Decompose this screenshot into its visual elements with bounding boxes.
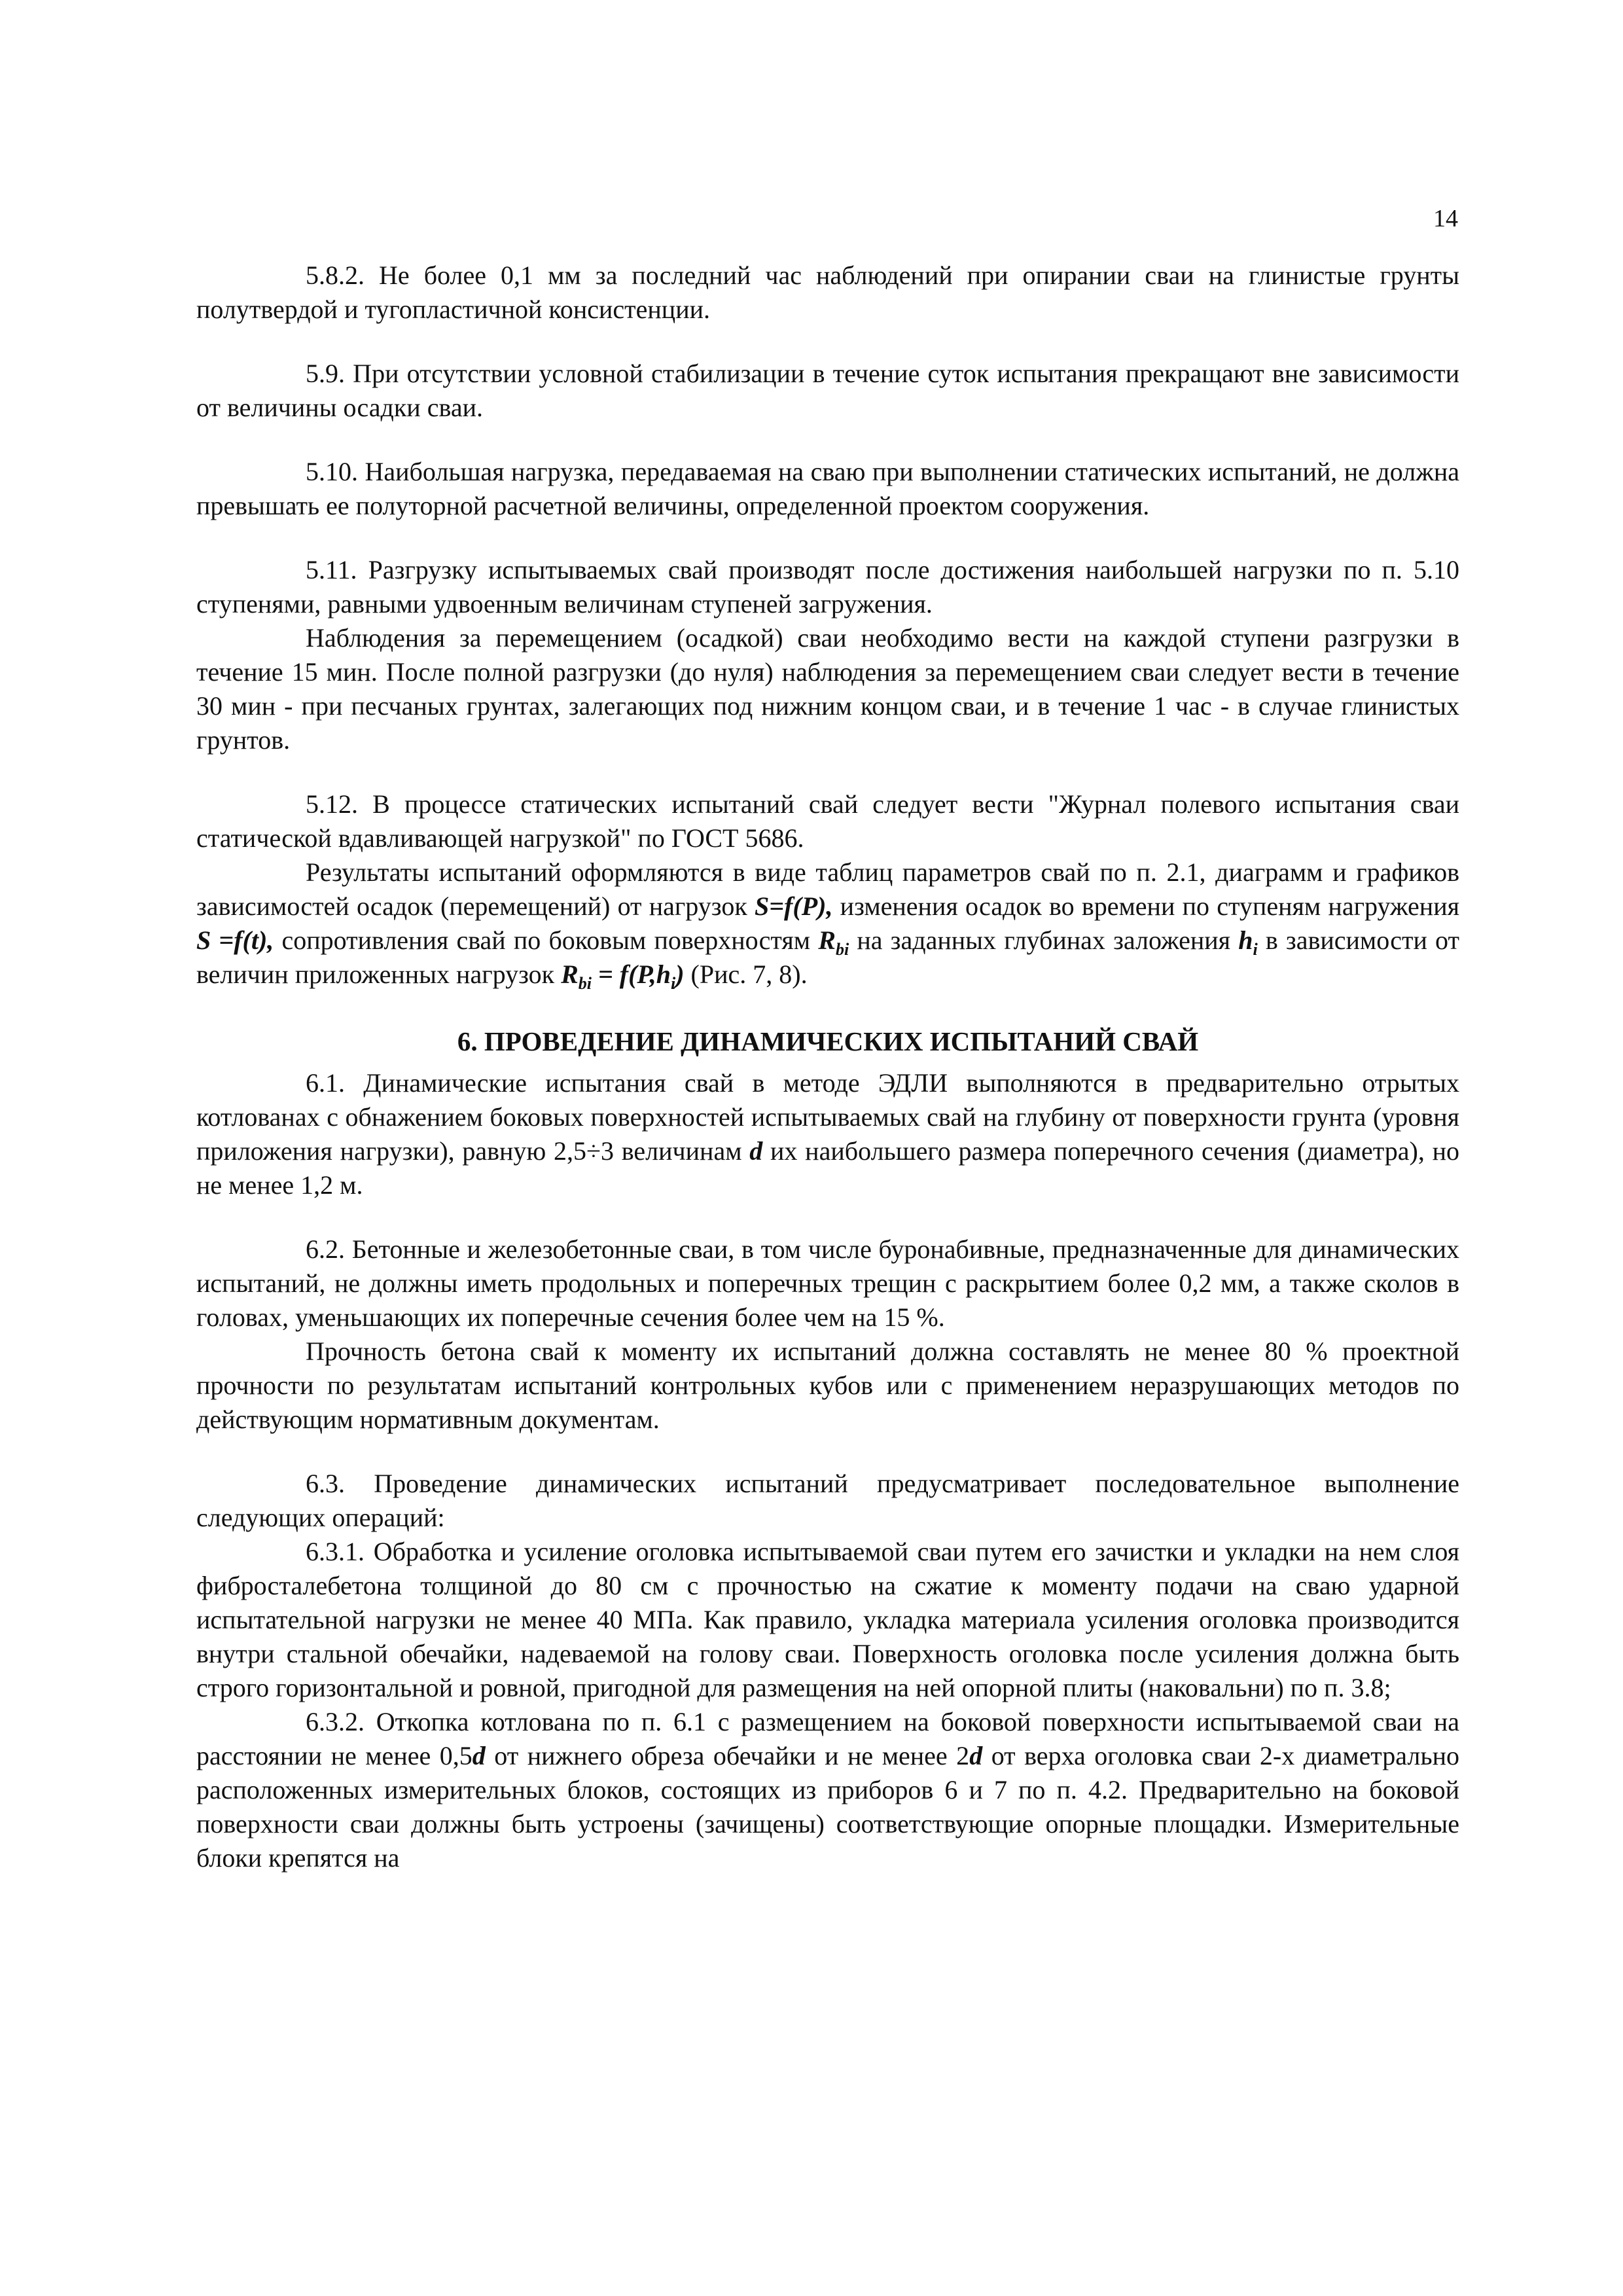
- formula-end: ): [675, 960, 685, 989]
- subscript-bi: bi: [835, 940, 849, 959]
- paragraph-6-2: 6.2. Бетонные и железобетонные сваи, в том числе буронабивные, предназначенные для динамических испытаний, не должны иметь продольных и поперечных трещин с раскрытием более 0,2 мм, а также сколов в головах, уменьшающих их поперечные сечения более чем на 15 %.: [196, 1234, 1459, 1332]
- symbol-r: R: [818, 925, 836, 955]
- section-heading-6: 6. ПРОВЕДЕНИЕ ДИНАМИЧЕСКИХ ИСПЫТАНИЙ СВАЙ: [457, 1026, 1199, 1056]
- symbol-rbi: [818, 925, 849, 959]
- symbol-d: d: [749, 1136, 763, 1166]
- page-number: 14: [1433, 205, 1458, 232]
- text: сопротивления свай по боковым поверхностям: [274, 925, 819, 955]
- text: на заданных глубинах заложения: [849, 925, 1239, 955]
- paragraph-5-11: 5.11. Разгрузку испытываемых свай производят после достижения наибольшей нагрузки по п. 5.10 ступенями, равными удвоенным величинам ступеней загружения.: [196, 555, 1459, 619]
- paragraph-6-3: 6.3. Проведение динамических испытаний предусматривает последовательное выполнение следующих операций:: [196, 1469, 1459, 1532]
- formula-s-f-p: S=f(P),: [755, 891, 833, 921]
- paragraph-6-2-strength: Прочность бетона свай к моменту их испытаний должна составлять не менее 80 % проектной прочности по результатам испытаний контрольных кубов или с применением неразрушающих методов по действующим нормативным документам.: [196, 1336, 1459, 1434]
- document-body: [196, 259, 1459, 1875]
- text: Результаты испытаний оформляются в виде таблиц параметров свай по п. 2.1, диаграмм и графиков зависимостей осадок (перемещений) от нагрузок: [196, 857, 1459, 921]
- symbol-r: R: [561, 960, 579, 989]
- formula-rbi-f-p-hi: [561, 960, 685, 993]
- symbol-hi: [1238, 925, 1258, 959]
- text: (Рис. 7, 8).: [684, 960, 808, 989]
- symbol-d: d: [969, 1741, 983, 1770]
- formula-s-f-t: S =f(t),: [196, 925, 274, 955]
- text: от нижнего обреза обечайки и не менее 2: [485, 1741, 970, 1770]
- paragraph-5-11-observations: Наблюдения за перемещением (осадкой) сваи необходимо вести на каждой ступени разгрузки в течение 15 мин. После полной разгрузки (до нуля) наблюдения за перемещением сваи следует вести в течение 30 мин - при песчаных грунтах, залегающих под нижним концом сваи, и в течение 1 час - в случае глинистых грунтов.: [196, 623, 1459, 755]
- paragraph-5-10: 5.10. Наибольшая нагрузка, передаваемая на сваю при выполнении статических испытаний, не должна превышать ее полуторной расчетной величины, определенной проектом сооружения.: [196, 457, 1459, 520]
- symbol-d: d: [472, 1741, 486, 1770]
- subscript-i: i: [1253, 940, 1258, 959]
- text: от верха оголовка сваи 2-х диаметрально расположенных измерительных блоков, состоящих из приборов 6 и 7 по п. 4.2. Предварительно на боковой поверхности сваи должны быть устроены (зачищены) соответствующие опорные площадки. Измерительные блоки крепятся на: [196, 1741, 1459, 1873]
- text: 6.3.2. Откопка котлована по п. 6.1 с размещением на боковой поверхности испытываемой сваи на расстоянии не менее 0,5: [196, 1707, 1459, 1770]
- text: в зависимости от величин приложенных нагрузок: [196, 925, 1460, 989]
- subscript-bi: bi: [578, 974, 592, 993]
- paragraph-6-3-1: 6.3.1. Обработка и усиление оголовка испытываемой сваи путем его зачистки и укладки на нем слоя фибросталебетона толщиной до 80 см с прочностью на сжатие к моменту подачи на сваю ударной испытательной нагрузки не менее 40 МПа. Как правило, укладка материала усиления оголовка производится внутри стальной обечайки, надеваемой на голову сваи. Поверхность оголовка после усиления должна быть строго горизонтальной и ровной, пригодной для размещения на ней опорной плиты (наковальни) по п. 3.8;: [196, 1537, 1459, 1702]
- text: изменения осадок во времени по ступеням нагружения: [832, 891, 1460, 921]
- paragraph-5-9: 5.9. При отсутствии условной стабилизации в течение суток испытания прекращают вне зависимости от величины осадки сваи.: [196, 359, 1459, 422]
- paragraph-6-1: [196, 1066, 1459, 1202]
- paragraph-6-3-2: [196, 1705, 1459, 1875]
- paragraph-5-8-2: 5.8.2. Не более 0,1 мм за последний час наблюдений при опирании сваи на глинистые грунты полутвердой и тугопластичной консистенции.: [196, 260, 1459, 324]
- text: 6.1. Динамические испытания свай в методе ЭДЛИ выполняются в предварительно отрытых котлованах с обнажением боковых поверхностей испытываемых свай на глубину от поверхности грунта (уровня приложения нагрузки), равную 2,5÷3 величинам: [196, 1068, 1459, 1166]
- paragraph-5-12-results: [196, 855, 1459, 992]
- symbol-h: h: [1238, 925, 1253, 955]
- text: их наибольшего размера поперечного сечения (диаметра), но не менее 1,2 м.: [196, 1136, 1459, 1200]
- paragraph-5-12: 5.12. В процессе статических испытаний свай следует вести "Журнал полевого испытания сваи статической вдавливающей нагрузкой" по ГОСТ 5686.: [196, 789, 1459, 853]
- formula-body: = f(P,h: [592, 960, 671, 989]
- subscript-i: i: [670, 974, 676, 993]
